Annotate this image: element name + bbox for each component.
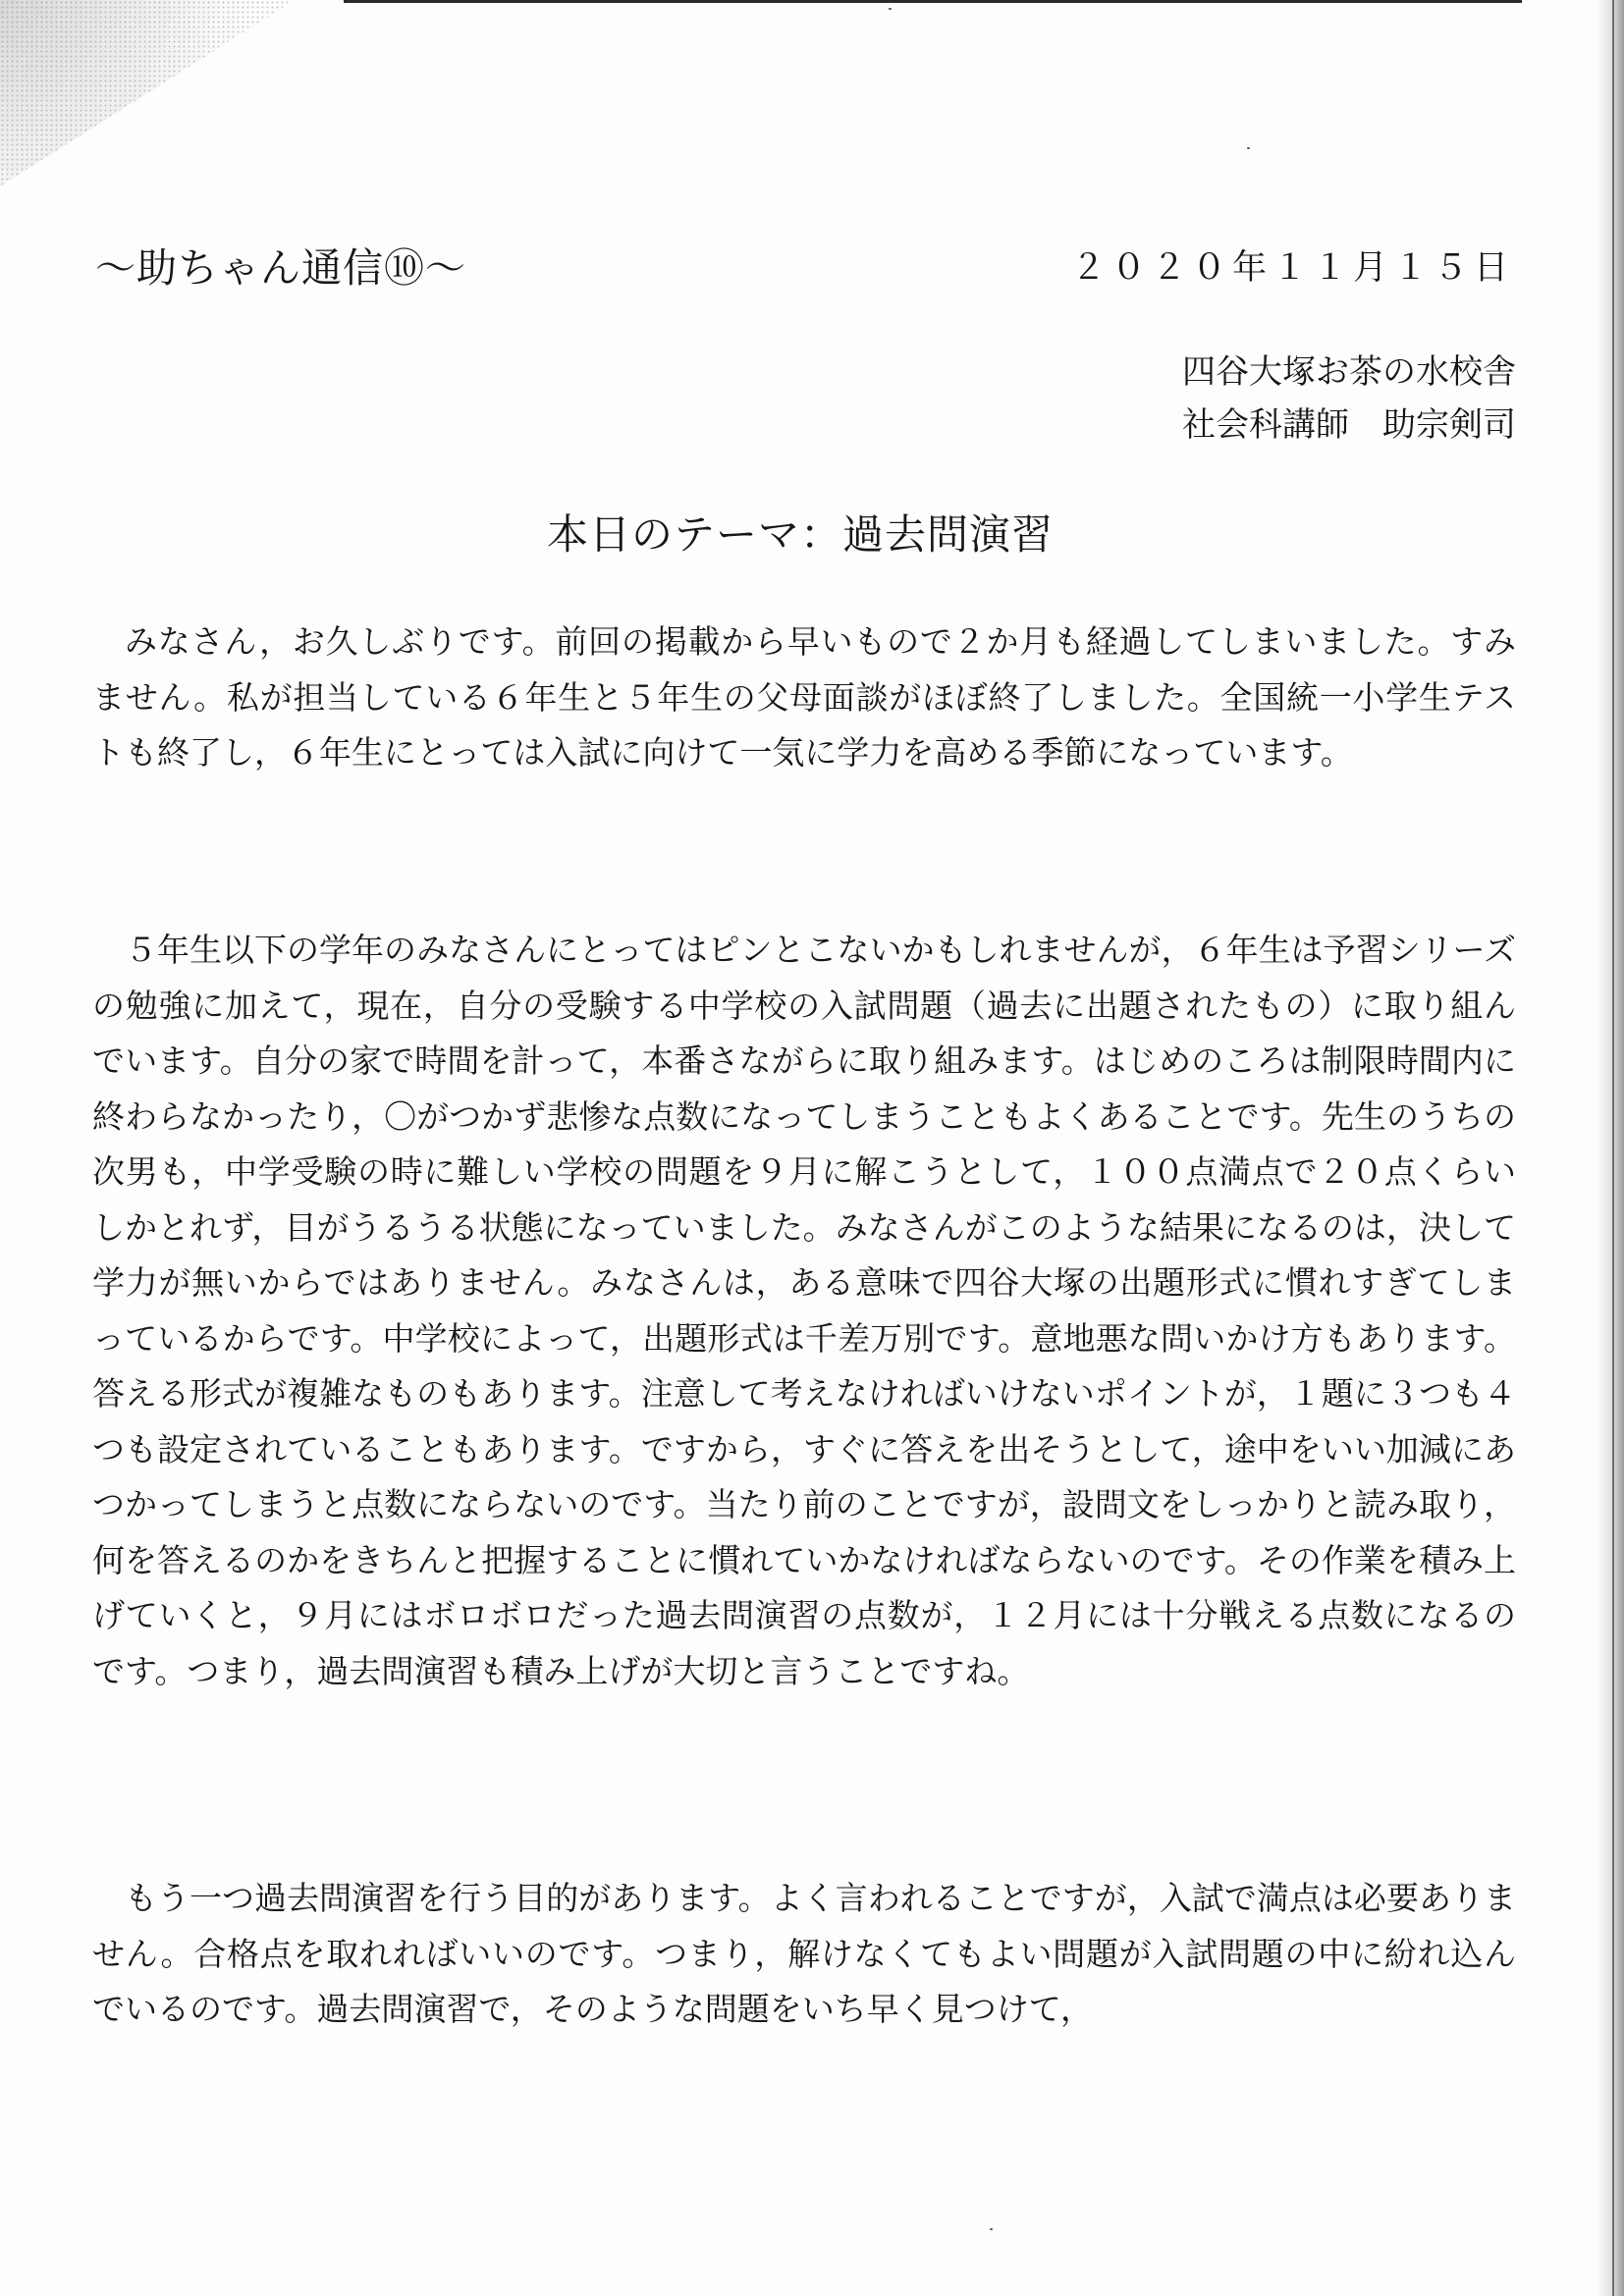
- scan-speck: [990, 2228, 993, 2230]
- scan-right-shadow: [1597, 0, 1624, 2296]
- scan-top-edge: [344, 0, 1522, 3]
- scan-right-edge-line: [1612, 0, 1614, 2296]
- scan-speck: [1247, 147, 1250, 149]
- author-name: 社会科講師 助宗剣司: [1182, 405, 1516, 445]
- scan-corner-shadow: [0, 0, 295, 187]
- paragraph-past-exams: ５年生以下の学年のみなさんにとってはピンとこないかもしれませんが，６年生は予習シリーズの勉強に加えて，現在，自分の受験する中学校の入試問題（過去に出題されたもの）に取り組んでいます。自分の家で時間を計って，本番さながらに取り組みます。はじめのころは制限時間内に終わらなかったり，〇がつかず悲惨な点数になってしまうこともよくあることです。先生のうちの次男も，中学受験の時に難しい学校の問題を９月に解こうとして，１００点満点で２０点くらいしかとれず，目がうるうる状態になっていました。みなさんがこのような結果になるのは，決して学力が無いからではありません。みなさんは，ある意味で四谷大塚の出題形式に慣れすぎてしまっているからです。中学校によって，出題形式は千差万別です。意地悪な問いかけ方もあります。答える形式が複雑なものもあります。注意して考えなければいけないポイントが，１題に３つも４つも設定されていることもあります。ですから，すぐに答えを出そうとして，途中をいい加減にあつかってしまうと点数にならないのです。当たり前のことですが，設問文をしっかりと読み取り，何を答えるのかをきちんと把握することに慣れていかなければならないのです。その作業を積み上げていくと，９月にはボロボロだった過去問演習の点数が，１２月には十分戦える点数になるのです。つまり，過去問演習も積み上げが大切と言うことですね。: [92, 931, 1517, 1690]
- paragraph-purpose: もう一つ過去問演習を行う目的があります。よく言われることですが，入試で満点は必要ありません。合格点を取れればいいのです。つまり，解けなくてもよい問題が入試問題の中に紛れ込んでいるのです。過去問演習で，そのような問題をいち早く見つけて，: [92, 1879, 1516, 2028]
- scan-speck: [889, 8, 892, 10]
- paragraph-intro: みなさん，お久しぶりです。前回の掲載から早いもので２か月も経過してしまいました。すみません。私が担当している６年生と５年生の父母面談がほぼ終了しました。全国統一小学生テストも終了し，６年生にとっては入試に向けて一気に学力を高める季節になっています。: [92, 622, 1516, 772]
- newsletter-title: ～助ちゃん通信⑩～: [95, 244, 466, 292]
- school-name: 四谷大塚お茶の水校舎: [1182, 352, 1516, 392]
- newsletter-date: ２０２０年１１月１５日: [1070, 248, 1514, 288]
- theme-heading: 本日のテーマ：過去問演習: [546, 510, 1054, 559]
- author-block: [1182, 346, 1516, 452]
